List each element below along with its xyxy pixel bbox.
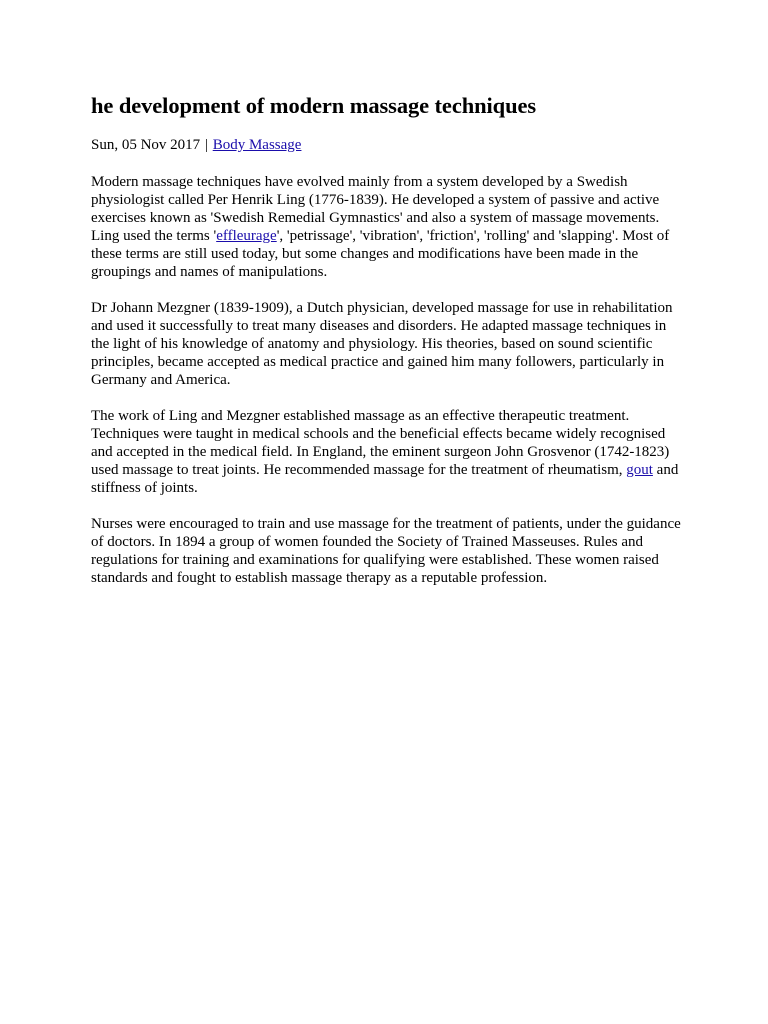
paragraph-4: Nurses were encouraged to train and use massage for the treatment of patients, under the guidance of doctors. In 1894 a group of women founded the Society of Trained Masseuses. Rules and regulations for training and examinations for qualifying were established. These women raised standards and fought to establish massage therapy as a reputable profession. bbox=[91, 516, 681, 586]
paragraph-3 bbox=[91, 407, 681, 497]
paragraph-1 bbox=[91, 173, 681, 281]
paragraph-2: Dr Johann Mezgner (1839-1909), a Dutch physician, developed massage for use in rehabilitation and used it successfully to treat many diseases and disorders. He adapted massage techniques in the light of his knowledge of anatomy and physiology. His theories, based on sound scientific principles, became accepted as medical practice and gained him many followers, particularly in Germany and America. bbox=[91, 300, 673, 388]
paragraph-3-text-b: and stiffness of joints. bbox=[91, 462, 679, 496]
paragraph-1-text-a: Modern massage techniques have evolved mainly from a system developed by a Swedish physiologist called Per Henrik Ling (1776-1839). He developed a system of passive and active exercises known as 'Swedish Remedial Gymnastics' and also a system of massage movements. Ling used the terms ' bbox=[91, 174, 660, 244]
article-title: he development of modern massage techniques bbox=[91, 93, 537, 118]
publish-date: Sun, 05 Nov 2017 bbox=[91, 137, 201, 153]
paragraph-1-text-b: ', 'petrissage', 'vibration', 'friction', 'rolling' and 'slapping'. Most of these terms are still used today, but some changes and modifications have been made in the groupings and names of manipulations. bbox=[91, 228, 670, 280]
effleurage-link[interactable]: effleurage bbox=[216, 228, 277, 244]
category-link[interactable]: Body Massage bbox=[212, 137, 302, 153]
gout-link[interactable]: gout bbox=[626, 462, 653, 478]
article-body bbox=[91, 173, 681, 587]
meta-separator: | bbox=[204, 137, 208, 153]
article-container bbox=[91, 92, 681, 605]
article-meta bbox=[91, 136, 681, 154]
paragraph-3-text-a: The work of Ling and Mezgner established massage as an effective therapeutic treatment. Techniques were taught in medical schools and the beneficial effects became widely recognised and accepted in the medical field. In England, the eminent surgeon John Grosvenor (1742-1823) used massage to treat joints. He recommended massage for the treatment of rheumatism, bbox=[91, 408, 670, 478]
